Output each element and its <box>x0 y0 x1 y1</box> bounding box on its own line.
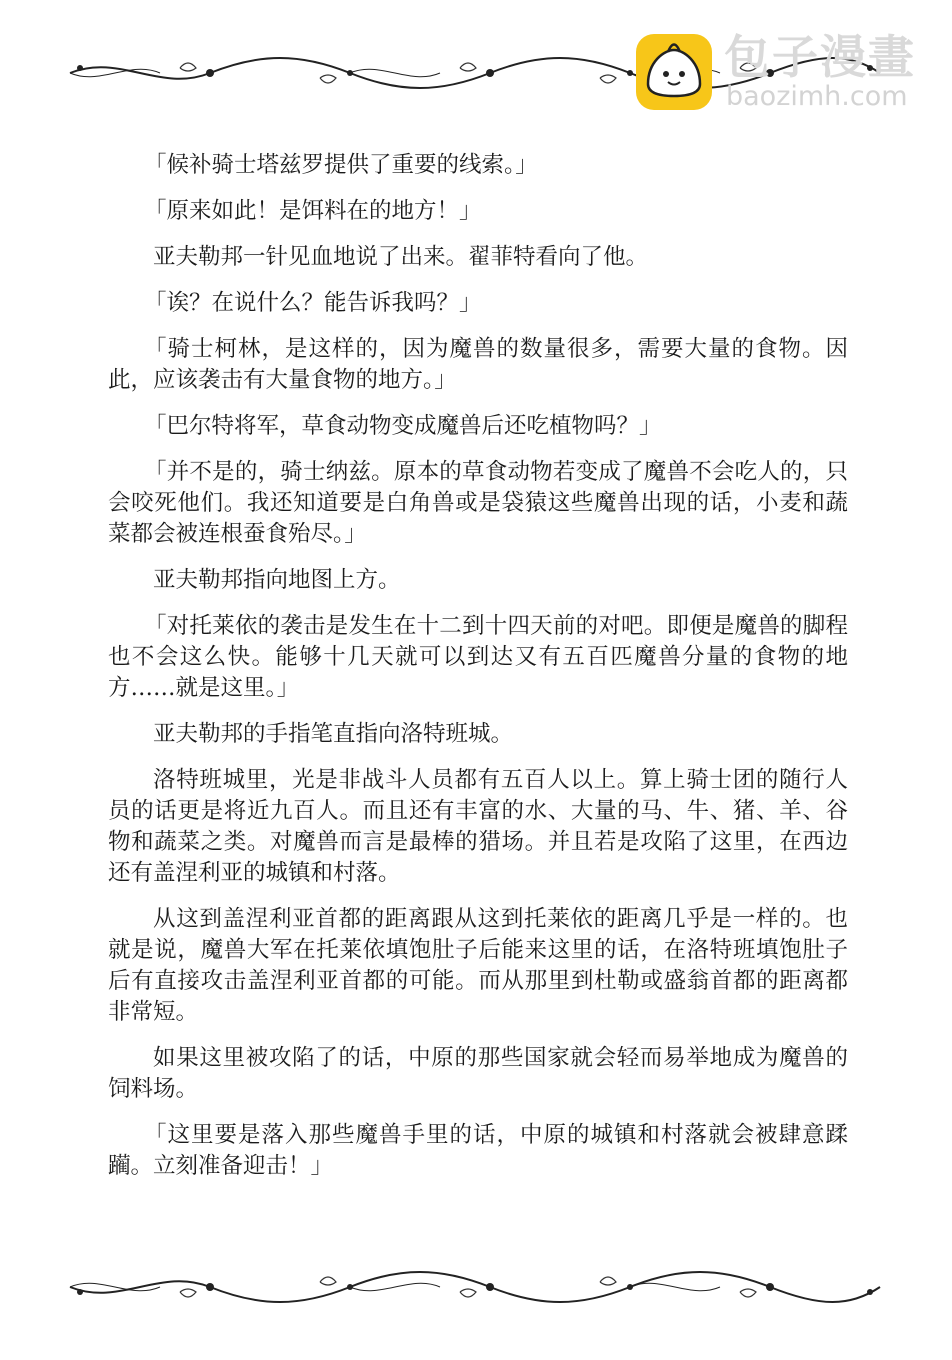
watermark-logo <box>636 30 936 114</box>
paragraph: 洛特班城里，光是非战斗人员都有五百人以上。算上骑士团的随行人员的话更是将近九百人。而且还有丰富的水、大量的马、牛、猪、羊、谷物和蔬菜之类。对魔兽而言是最棒的猎场。并且若是攻陷了这里，在西边还有盖涅利亚的城镇和村落。 <box>108 767 848 886</box>
paragraph: 「诶？在说什么？能告诉我吗？」 <box>144 290 482 316</box>
paragraph: 「并不是的，骑士纳兹。原本的草食动物若变成了魔兽不会吃人的，只会咬死他们。我还知道要是白角兽或是袋猿这些魔兽出现的话，小麦和蔬菜都会被连根蚕食殆尽。」 <box>108 459 848 547</box>
paragraph: 从这到盖涅利亚首都的距离跟从这到托莱依的距离几乎是一样的。也就是说，魔兽大军在托莱依填饱肚子后能来这里的话，在洛特班填饱肚子后有直接攻击盖涅利亚首都的可能。而从那里到杜勒或盛翁首都的距离都非常短。 <box>108 906 848 1025</box>
bun-mascot-icon <box>636 34 712 110</box>
watermark-url: baozimh.com <box>726 81 908 112</box>
bottom-ornament-border <box>60 1262 890 1312</box>
paragraph: 「这里要是落入那些魔兽手里的话，中原的城镇和村落就会被肆意蹂躏。立刻准备迎击！」 <box>108 1122 848 1179</box>
watermark-title: 包子漫畫 <box>724 30 916 84</box>
paragraph: 如果这里被攻陷了的话，中原的那些国家就会轻而易举地成为魔兽的饲料场。 <box>108 1045 848 1102</box>
paragraph: 「对托莱依的袭击是发生在十二到十四天前的对吧。即便是魔兽的脚程也不会这么快。能够十几天就可以到达又有五百匹魔兽分量的食物的地方……就是这里。」 <box>108 613 848 701</box>
paragraph: 亚夫勒邦指向地图上方。 <box>153 567 401 593</box>
paragraph: 「原来如此！是饵料在的地方！」 <box>144 198 482 224</box>
paragraph: 亚夫勒邦一针见血地说了出来。翟菲特看向了他。 <box>153 244 649 270</box>
paragraph: 亚夫勒邦的手指笔直指向洛特班城。 <box>153 721 514 747</box>
paragraph: 「候补骑士塔兹罗提供了重要的线索。」 <box>144 152 538 178</box>
paragraph: 「骑士柯林，是这样的，因为魔兽的数量很多，需要大量的食物。因此，应该袭击有大量食物的地方。」 <box>108 336 848 393</box>
page-body <box>108 150 848 1197</box>
paragraph: 「巴尔特将军，草食动物变成魔兽后还吃植物吗？」 <box>144 413 662 439</box>
